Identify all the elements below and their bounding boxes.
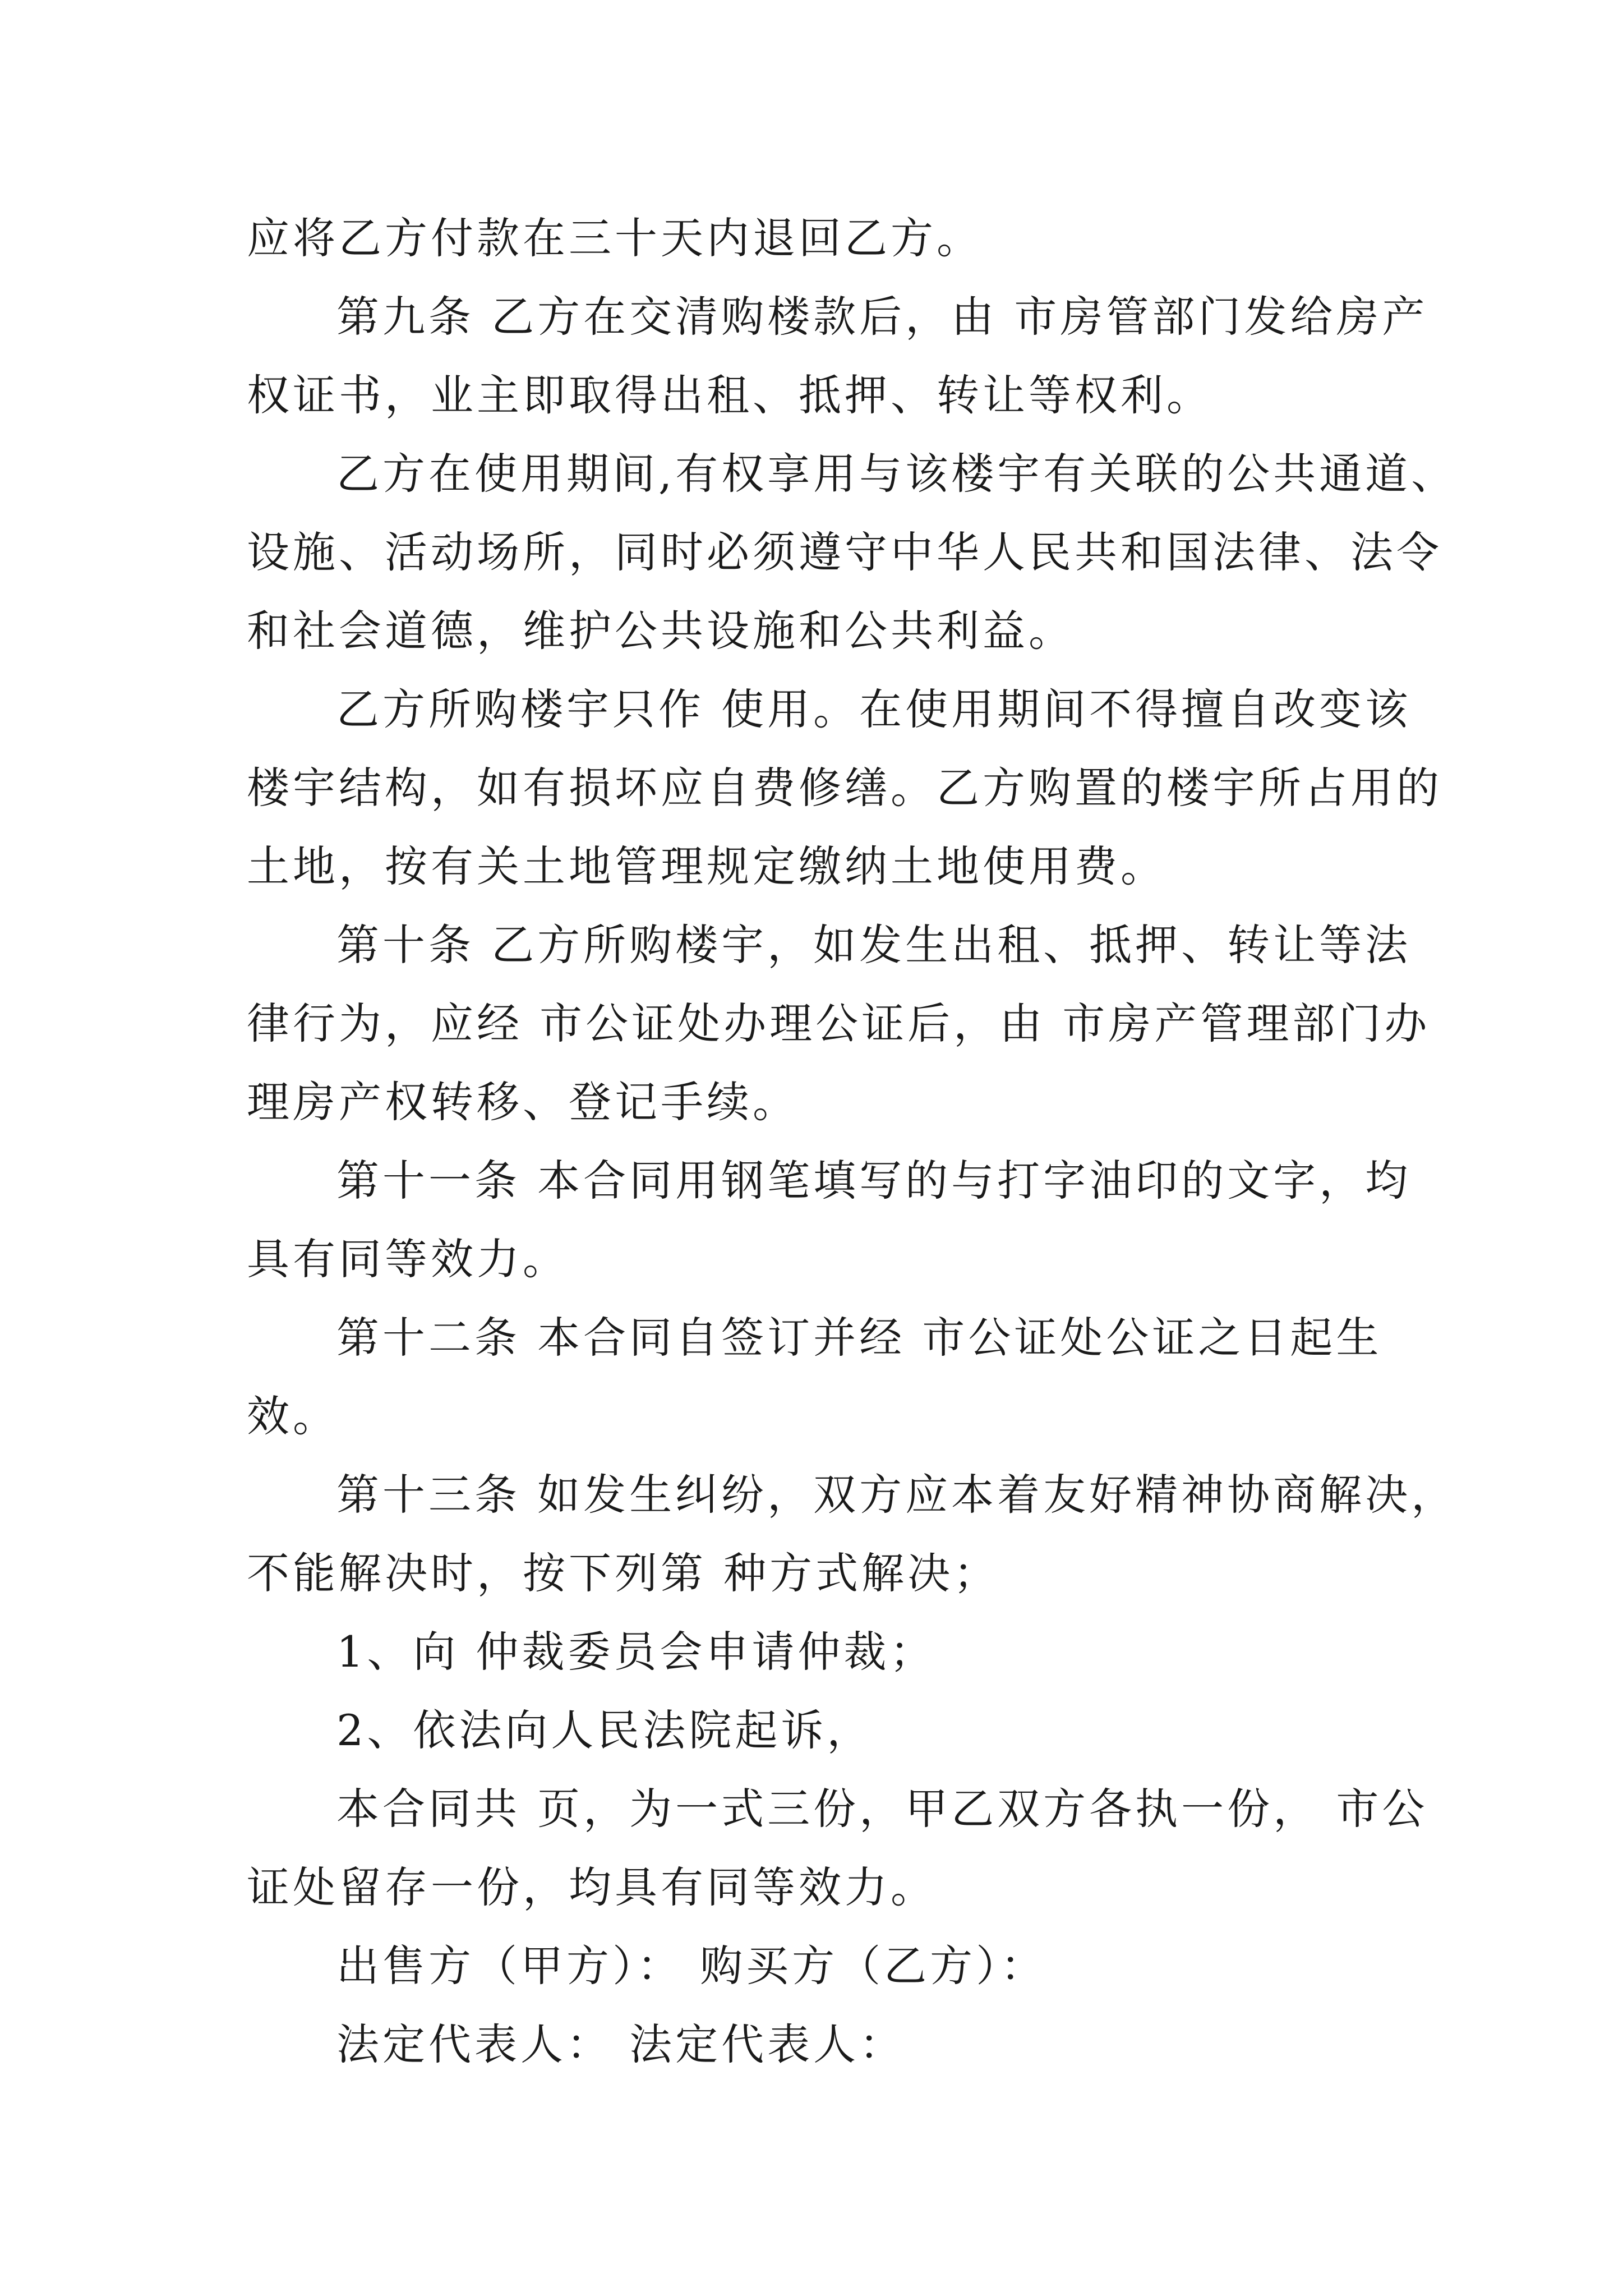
text-line: 土地，按有关土地管理规定缴纳土地使用费。 [247, 841, 1166, 891]
paragraph-article-12 [247, 1299, 1391, 1456]
paragraph-option-arbitration [247, 1613, 1391, 1691]
text-line: 第九条 乙方在交清购楼款后，由 市房管部门发给房产 [336, 292, 1428, 342]
text-line: 权证书，业主即取得出租、抵押、转让等权利。 [247, 370, 1212, 420]
paragraph-article-11 [247, 1142, 1412, 1299]
paragraph-refund [247, 199, 1391, 278]
text-line: 乙方在使用期间,有权享用与该楼宇有关联的公共通道、 [336, 449, 1458, 499]
text-line: 法定代表人： 法定代表人： [336, 2019, 906, 2069]
paragraph-usage-restrictions [247, 670, 1442, 906]
text-line: 楼宇结构，如有损坏应自费修缮。乙方购置的楼宇所占用的 [247, 763, 1442, 813]
text-line: 和社会道德，维护公共设施和公共利益。 [247, 606, 1075, 656]
text-line: 证处留存一份，均具有同等效力。 [247, 1862, 937, 1912]
paragraph-article-10 [247, 906, 1431, 1142]
paragraph-usage-rights [247, 435, 1458, 670]
text-line: 乙方所购楼宇只作 使用。在使用期间不得擅自改变该 [336, 684, 1412, 734]
text-line: 设施、活动场所，同时必须遵守中华人民共和国法律、法令 [247, 527, 1442, 577]
text-line: 本合同共 页，为一式三份，甲乙双方各执一份， 市公 [336, 1784, 1428, 1834]
text-line: 效。 [247, 1391, 339, 1441]
text-line: 第十二条 本合同自签订并经 市公证处公证之日起生 [336, 1313, 1382, 1363]
text-line: 具有同等效力。 [247, 1234, 569, 1284]
paragraph-article-9 [247, 278, 1428, 435]
text-line: 第十条 乙方所购楼宇，如发生出租、抵押、转让等法 [336, 920, 1412, 970]
paragraph-option-litigation [247, 1691, 1391, 1770]
text-line: 律行为，应经 市公证处办理公证后，由 市房产管理部门办 [247, 999, 1431, 1048]
paragraph-parties [247, 1927, 1391, 2005]
document-body [247, 199, 1458, 2084]
text-line: 不能解决时，按下列第 种方式解决； [247, 1548, 1000, 1598]
text-line: 1、向 仲裁委员会申请仲裁； [336, 1627, 936, 1677]
text-line: 应将乙方付款在三十天内退回乙方。 [247, 213, 983, 263]
text-line: 理房产权转移、登记手续。 [247, 1077, 799, 1127]
text-line: 2、依法向人民法院起诉， [336, 1705, 873, 1755]
paragraph-representatives [247, 2005, 1391, 2084]
text-line: 第十一条 本合同用钢笔填写的与打字油印的文字，均 [336, 1156, 1412, 1205]
paragraph-article-13 [247, 1456, 1458, 1613]
text-line: 出售方（甲方）： 购买方（乙方）： [336, 1941, 1047, 1991]
text-line: 第十三条 如发生纠纷，双方应本着友好精神协商解决， [336, 1470, 1458, 1520]
paragraph-copies [247, 1770, 1428, 1927]
